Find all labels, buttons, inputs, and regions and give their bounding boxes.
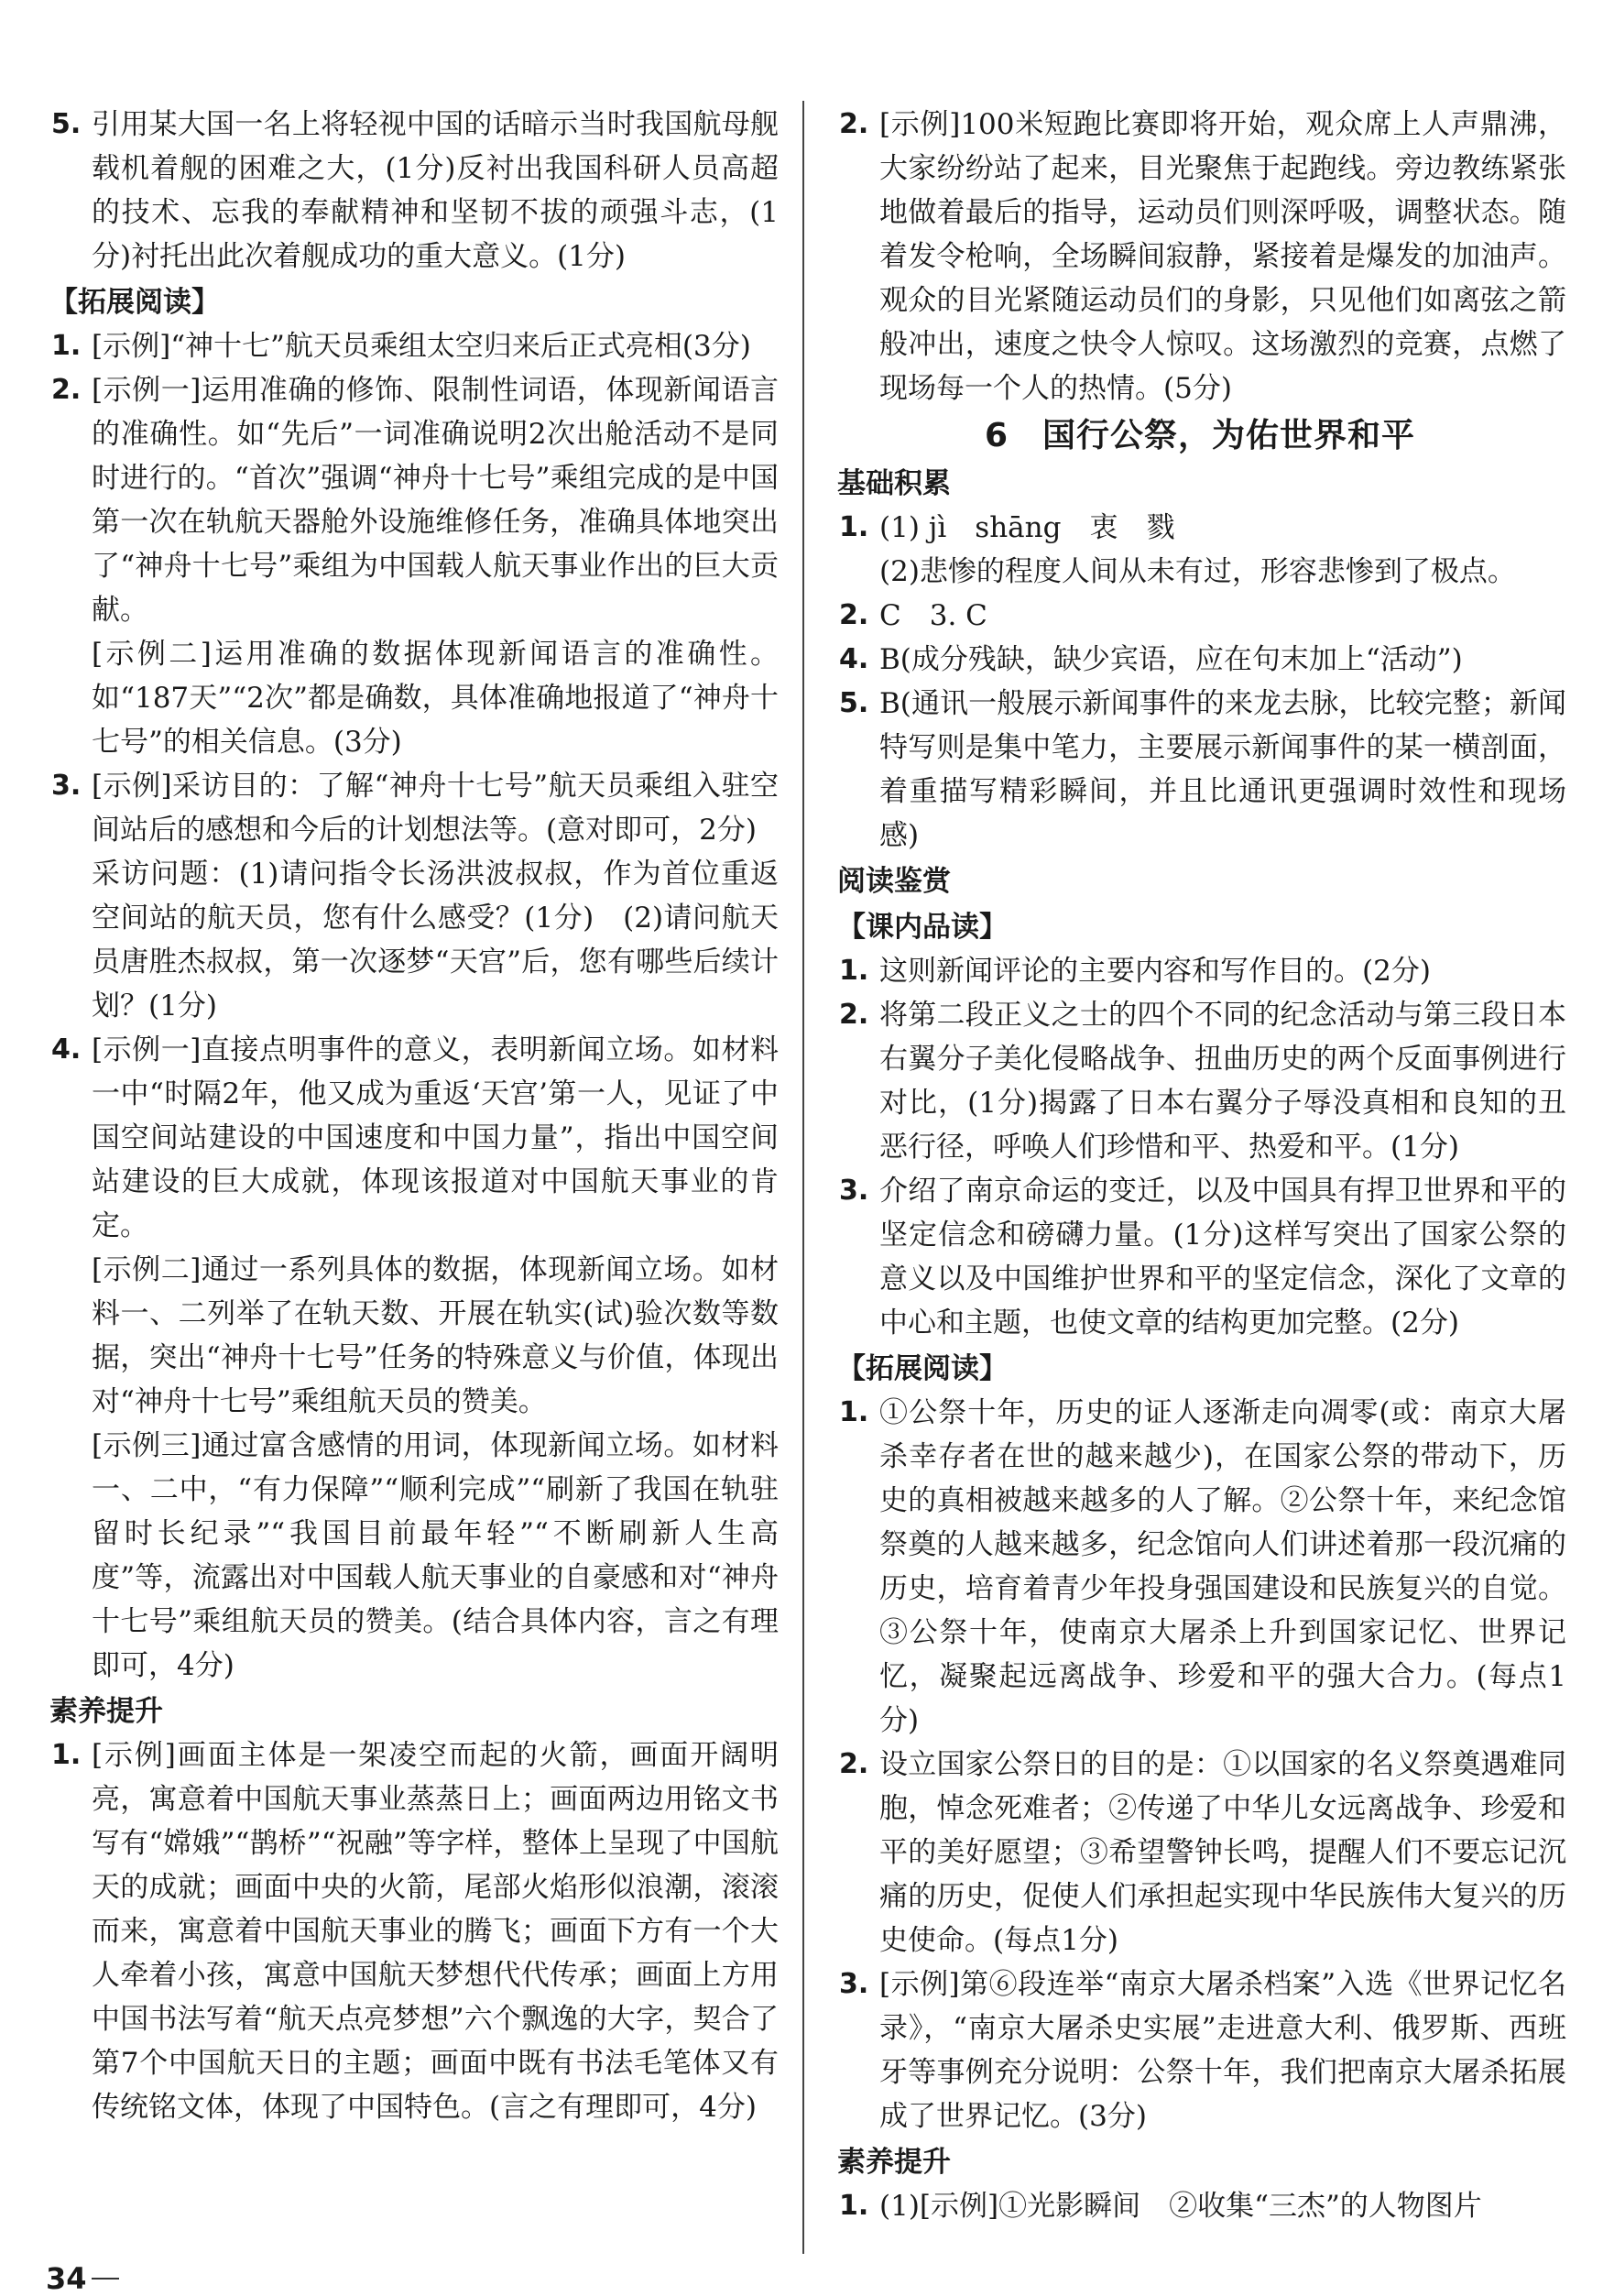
answer-item [834,594,1566,638]
right-column [834,103,1566,2228]
answer-item [46,103,779,279]
answer-text: (2)悲惨的程度人间从未有过，形容悲惨到了极点。 [879,555,1516,588]
item-number: 5. [51,108,82,140]
page-number: 34 [46,2261,87,2296]
item-number: 3. [51,770,82,802]
answer-text: [示例一]运用准确的修饰、限制性词语，体现新闻语言的准确性。如“先后”一词准确说明2次出舱活动不是同时进行的。“首次”强调“神舟十七号”乘组完成的是中国第一次在轨航天器舱外设施维修任务，准确具体地突出了“神舟十七号”乘组为中国载人航天事业作出的巨大贡献。 [92,374,779,627]
answer-item [834,1391,1566,1743]
item-number: 2. [839,999,869,1031]
answer-item [834,103,1566,410]
item-number: 3. [839,1175,869,1207]
section-heading-literacy: 素养提升 [837,2146,951,2179]
answer-item [834,682,1566,858]
answer-text: 这则新闻评论的主要内容和写作目的。(2分) [879,955,1431,988]
item-number: 2. [51,374,82,406]
answer-text: 引用某大国一名上将轻视中国的话暗示当时我国航母舰载机着舰的困难之大，(1分)反衬出我国科研人员高超的技术、忘我的奉献精神和坚韧不拔的顽强斗志，(1分)衬托出此次着舰成功的重大意义。(1分) [92,108,779,273]
item-number: 5. [839,687,869,719]
answer-text: B(通讯一般展示新闻事件的来龙去脉，比较完整；新闻特写则是集中笔力，主要展示新闻事件的某一横剖面，着重描写精彩瞬间，并且比通讯更强调时效性和现场感) [879,687,1566,852]
answer-item [834,1743,1566,1963]
answer-item [46,1028,779,1688]
item-number: 1. [839,1396,869,1428]
item-number: 1. [839,2190,869,2222]
answer-text: 设立国家公祭日的目的是：①以国家的名义祭奠遇难同胞，悼念死难者；②传递了中华儿女远离战争、珍爱和平的美好愿望；③希望警钟长鸣，提醒人们不要忘记沉痛的历史，促使人们承担起实现中华民族伟大复兴的历史使命。(每点1分) [879,1748,1566,1957]
answer-item [834,506,1566,594]
answer-text: (1)[示例]①光影瞬间 ②收集“三杰”的人物图片 [879,2190,1482,2223]
section-heading-basics: 基础积累 [837,467,951,500]
answer-text: [示例]第⑥段连举“南京大屠杀档案”入选《世界记忆名录》，“南京大屠杀史实展”走进意大利、俄罗斯、西班牙等事例充分说明：公祭十年，我们把南京大屠杀拓展成了世界记忆。(3分) [879,1968,1566,2133]
item-number: 4. [839,643,869,675]
answer-item [46,764,779,1028]
item-number: 1. [839,955,869,987]
item-number: 1. [51,330,82,362]
page-number-rule [92,2278,119,2280]
answer-text: 介绍了南京命运的变迁，以及中国具有捍卫世界和平的坚定信念和磅礴力量。(1分)这样写突出了国家公祭的意义以及中国维护世界和平的坚定信念，深化了文章的中心和主题，也使文章的结构更加完整。(2分) [879,1175,1566,1339]
answer-text: [示例]“神十七”航天员乘组太空归来后正式亮相(3分) [92,330,751,363]
answer-item [46,368,779,764]
item-number: 2. [839,599,869,631]
answer-text: [示例]画面主体是一架凌空而起的火箭，画面开阔明亮，寓意着中国航天事业蒸蒸日上；画面两边用铭文书写有“嫦娥”“鹊桥”“祝融”等字样，整体上呈现了中国航天的成就；画面中央的火箭，尾部火焰形似浪潮，滚滚而来，寓意着中国航天事业的腾飞；画面下方有一个大人牵着小孩，寓意中国航天梦想代代传承；画面上方用中国书法写着“航天点亮梦想”六个飘逸的大字，契合了第7个中国航天日的主题；画面中既有书法毛笔体又有传统铭文体，体现了中国特色。(言之有理即可，4分) [92,1739,779,2124]
answer-item [834,949,1566,993]
answer-text: 采访问题：(1)请问指令长汤洪波叔叔，作为首位重返空间站的航天员，您有什么感受？(1分) (2)请问航天员唐胜杰叔叔，第一次逐梦“天宫”后，您有哪些后续计划？(1分) [92,858,779,1022]
section-heading-literacy: 素养提升 [49,1695,163,1728]
answer-text: [示例]采访目的：了解“神舟十七号”航天员乘组入驻空间站后的感想和今后的计划想法等。(意对即可，2分) [92,770,779,847]
column-divider [802,101,804,2254]
section-heading-extended-reading: 【拓展阅读】 [49,286,220,319]
answer-text: [示例三]通过富含感情的用词，体现新闻立场。如材料一、二中，“有力保障”“顺利完成”“刷新了我国在轨驻留时长纪录”“我国目前最年轻”“不断刷新人生高度”等，流露出对中国载人航天事业的自豪感和对“神舟十七号”乘组航天员的赞美。(结合具体内容，言之有理即可，4分) [92,1429,779,1682]
answer-item [834,993,1566,1169]
item-number: 2. [839,108,869,140]
answer-text: [示例一]直接点明事件的意义，表明新闻立场。如材料一中“时隔2年，他又成为重返‘天宫’第一人，见证了中国空间站建设的中国速度和中国力量”，指出中国空间站建设的巨大成就，体现该报道对中国航天事业的肯定。 [92,1033,779,1242]
answer-text: B(成分残缺，缺少宾语，应在句末加上“活动”) [879,643,1463,676]
answer-item [834,1169,1566,1345]
answer-item [46,1733,779,2129]
left-column [46,103,779,2129]
lesson-title: 6 国行公祭，为佑世界和平 [984,417,1416,454]
item-number: 3. [839,1968,869,2000]
answer-text: [示例二]运用准确的数据体现新闻语言的准确性。如“187天”“2次”都是确数，具体准确地报道了“神舟十七号”的相关信息。(3分) [92,638,779,759]
answer-item [46,324,779,368]
section-heading-in-class-reading: 【课内品读】 [837,911,1008,944]
item-number: 4. [51,1033,82,1066]
answer-item [834,638,1566,682]
answer-item [834,2184,1566,2228]
answer-text: (1) jì shāng 衷 戮 [879,511,1175,544]
item-number: 1. [51,1739,82,1771]
item-number: 2. [839,1748,869,1780]
section-heading-extended-reading: 【拓展阅读】 [837,1352,1008,1385]
answer-text: [示例]100米短跑比赛即将开始，观众席上人声鼎沸，大家纷纷站了起来，目光聚焦于起跑线。旁边教练紧张地做着最后的指导，运动员们则深呼吸，调整状态。随着发令枪响，全场瞬间寂静，紧接着是爆发的加油声。观众的目光紧随运动员们的身影，只见他们如离弦之箭般冲出，速度之快令人惊叹。这场激烈的竞赛，点燃了现场每一个人的热情。(5分) [879,108,1566,405]
answer-text: ①公祭十年，历史的证人逐渐走向凋零(或：南京大屠杀幸存者在世的越来越少)，在国家公祭的带动下，历史的真相被越来越多的人了解。②公祭十年，来纪念馆祭奠的人越来越多，纪念馆向人们讲述着那一段沉痛的历史，培育着青少年投身强国建设和民族复兴的自觉。③公祭十年，使南京大屠杀上升到国家记忆、世界记忆，凝聚起远离战争、珍爱和平的强大合力。(每点1分) [879,1396,1566,1737]
section-heading-reading: 阅读鉴赏 [837,865,951,898]
answer-text: C 3. C [879,599,987,632]
answer-item [834,1963,1566,2138]
answer-text: [示例二]通过一系列具体的数据，体现新闻立场。如材料一、二列举了在轨天数、开展在轨实(试)验次数等数据，突出“神舟十七号”任务的特殊意义与价值，体现出对“神舟十七号”乘组航天员的赞美。 [92,1253,779,1418]
answer-text: 将第二段正义之士的四个不同的纪念活动与第三段日本右翼分子美化侵略战争、扭曲历史的两个反面事例进行对比，(1分)揭露了日本右翼分子辱没真相和良知的丑恶行径，呼唤人们珍惜和平、热爱和平。(1分) [879,999,1566,1164]
item-number: 1. [839,511,869,543]
